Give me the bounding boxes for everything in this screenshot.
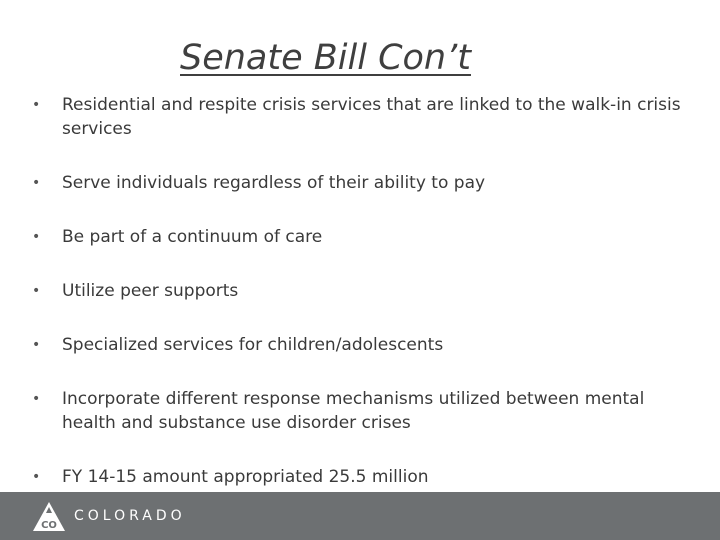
bullet-item [28,279,688,303]
bullet-item [28,387,688,435]
bullet-dot: • [32,229,41,245]
bullet-item [28,333,688,357]
bullet-list [28,93,688,519]
bullet-text: FY 14-15 amount appropriated 25.5 million [62,467,429,487]
bullet-text: Incorporate different response mechanisms utilized between mental health and substance use disorder crises [62,389,645,433]
bullet-dot: • [32,337,41,353]
slide-title: Senate Bill Con’t [180,38,471,78]
bullet-dot: • [32,469,41,485]
bullet-dot: • [32,97,41,113]
brand-wordmark: COLORADO [74,508,186,524]
bullet-text: Specialized services for children/adolescents [62,335,444,355]
footer-bar [0,492,720,540]
bullet-text: Utilize peer supports [62,281,239,301]
bullet-text: Residential and respite crisis services that are linked to the walk-in crisis services [62,95,681,139]
bullet-text: Be part of a continuum of care [62,227,323,247]
bullet-item [28,465,688,489]
logo-mark: CO [41,520,57,531]
bullet-text: Serve individuals regardless of their ability to pay [62,173,486,193]
bullet-item [28,93,688,141]
bullet-dot: • [32,175,41,191]
bullet-dot: • [32,283,41,299]
bullet-dot: • [32,391,41,407]
bullet-item [28,171,688,195]
bullet-item [28,225,688,249]
colorado-logo-icon [32,500,66,534]
